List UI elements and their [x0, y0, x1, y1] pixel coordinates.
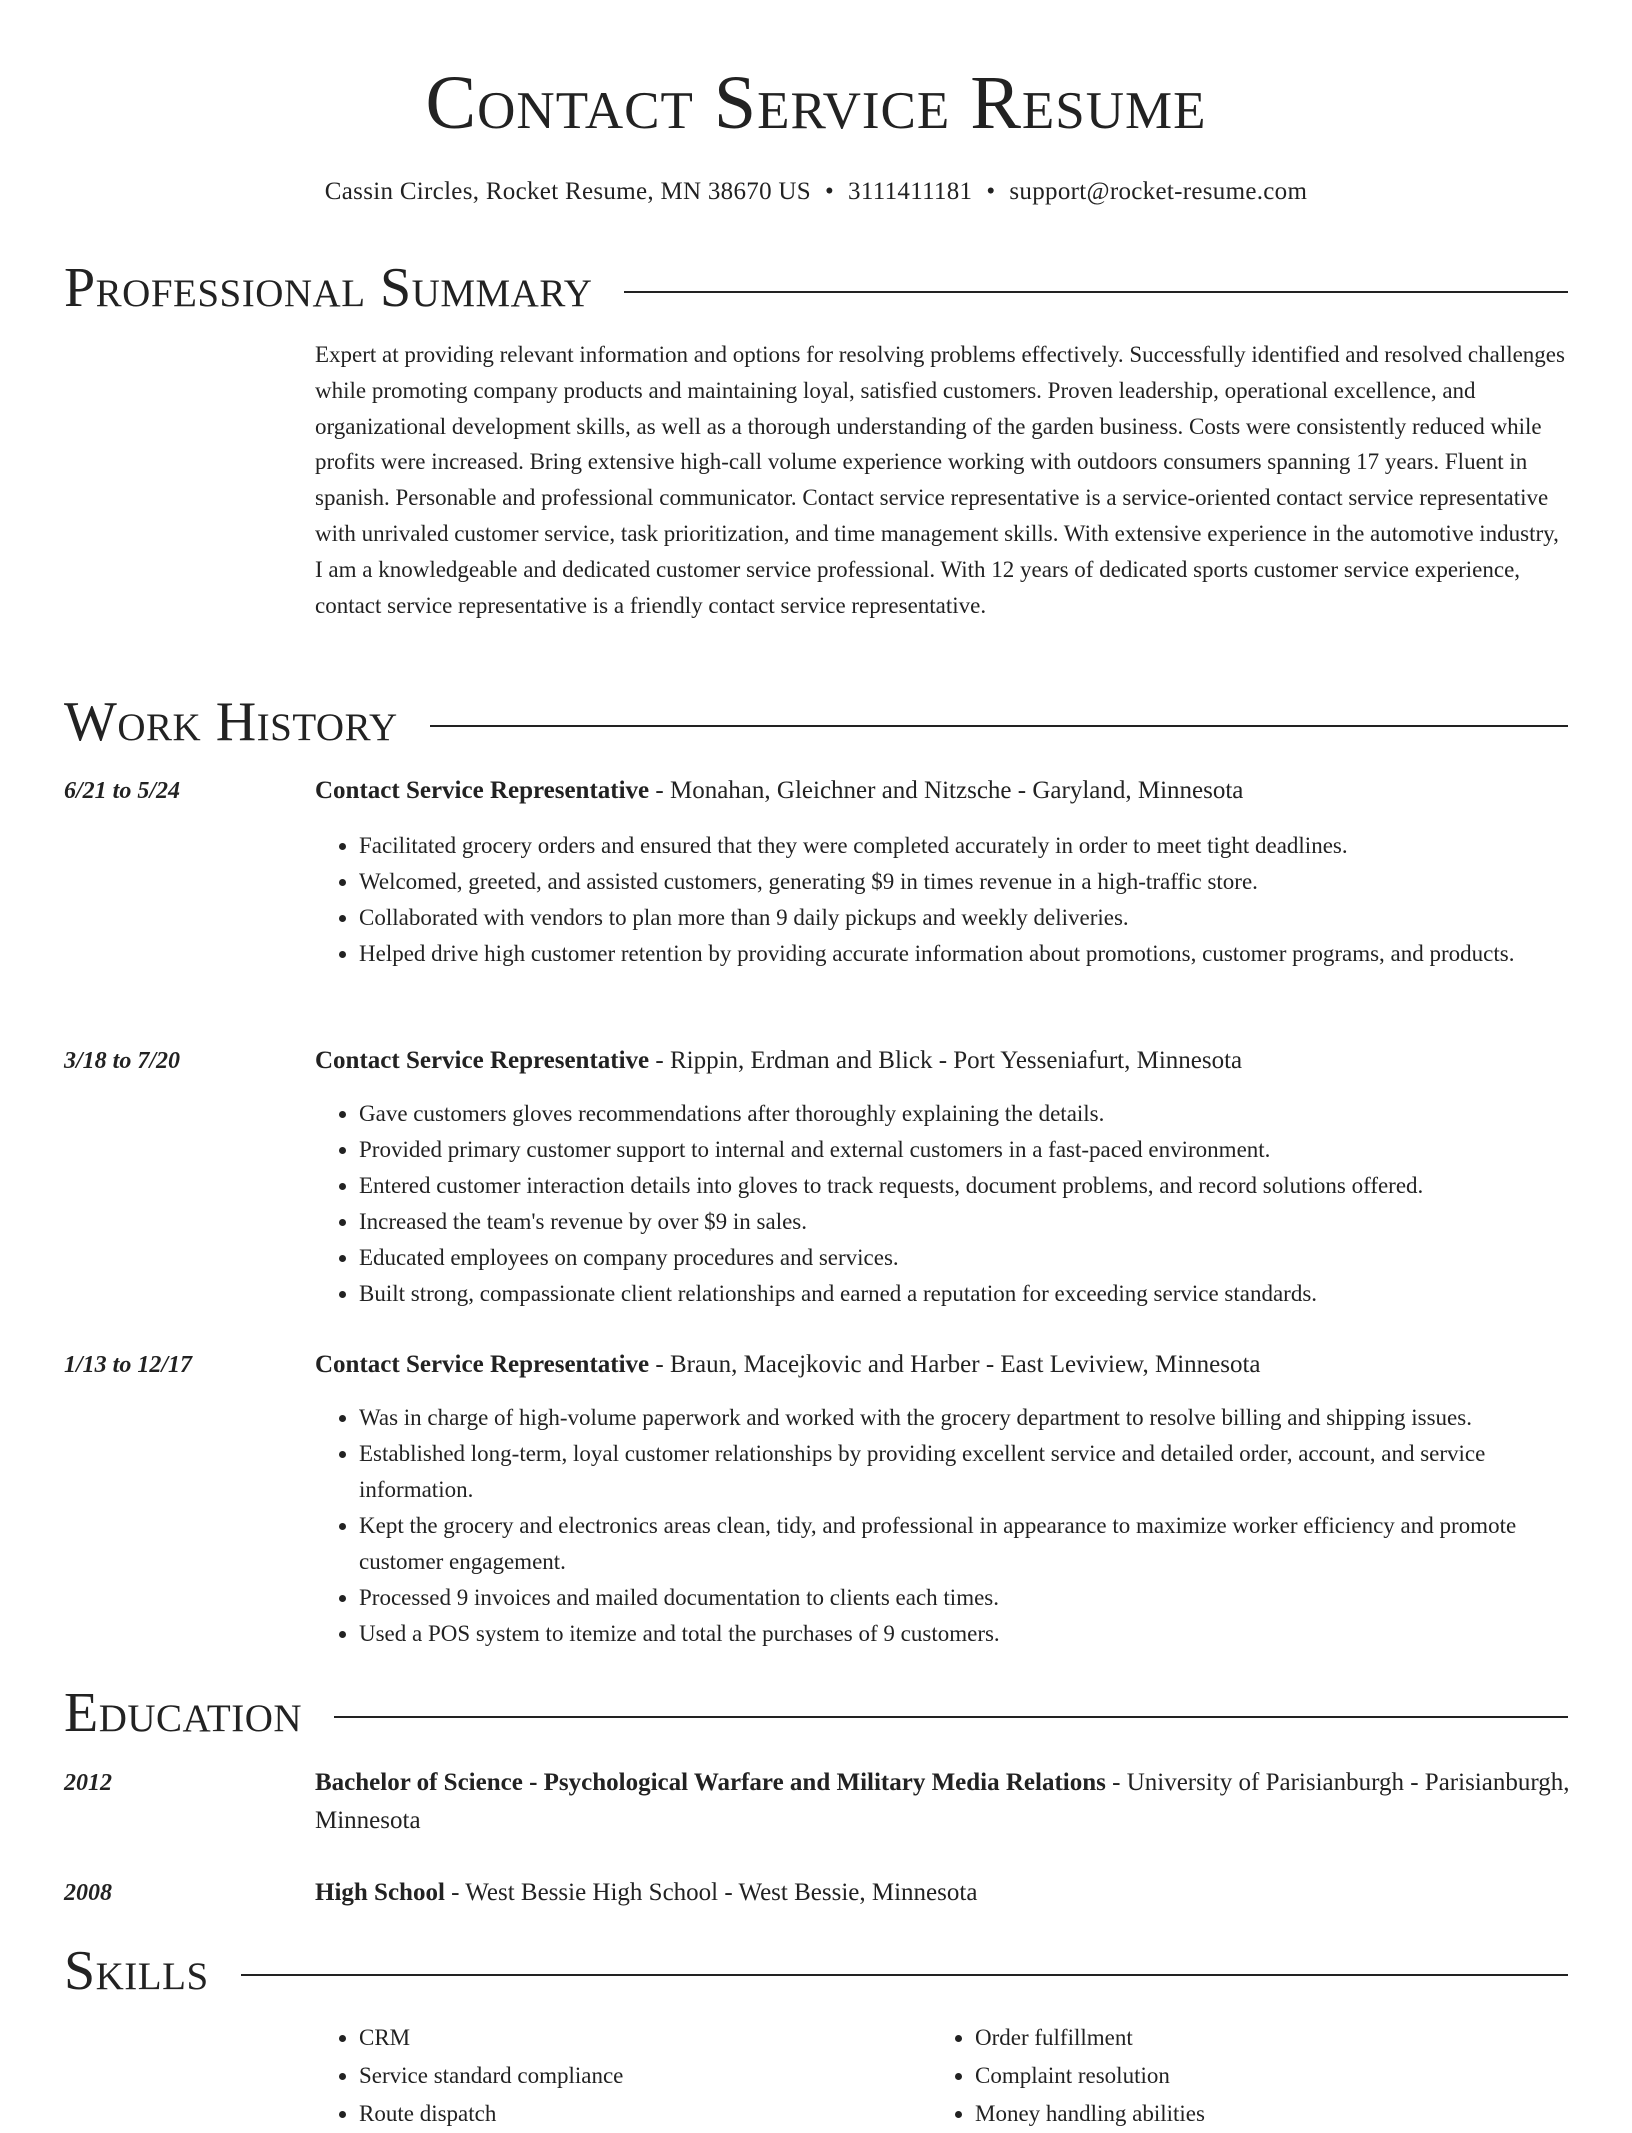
bullet-item: • Used a POS system to itemize and total the purchases of 9 customers. — [359, 1616, 1570, 1652]
job-bullets — [315, 828, 1570, 972]
job-heading — [315, 772, 1570, 810]
bullet-item: • Processed 9 invoices and mailed documentation to clients each times. — [359, 1580, 1570, 1616]
job-dates: 6/21 to 5/24 — [64, 778, 181, 804]
bullet-item: • Collaborated with vendors to plan more than 9 daily pickups and weekly deliveries. — [359, 900, 1570, 936]
summary-text: Expert at providing relevant information and options for resolving problems effectively. Successfully identified and resolved challenges while promoting company products and maintaining loyal, satisfied customers. Proven leadership, operational excellence, and organizational development skills, as well as a thorough understanding of the garden business. Costs were consistently reduced while profits were increased. Bring extensive high-call volume experience working with outdoors consumers spanning 17 years. Fluent in spanish. Personable and professional communicator. Contact service representative is a service-oriented contact service representative with unrivaled customer service, task prioritization, and time management skills. With extensive experience in the automotive industry, I am a knowledgeable and dedicated customer service professional. With 12 years of dedicated sports customer service experience, contact service representative is a friendly contact service representative. — [315, 342, 1565, 618]
skill-item: • Service standard compliance — [359, 2057, 919, 2095]
job-heading — [315, 1042, 1570, 1080]
school-details: - University of Parisianburgh - Parisianburgh, Minnesota — [315, 1769, 1570, 1834]
summary-heading — [64, 256, 1568, 320]
summary-heading-text: Professional Summary — [64, 257, 593, 319]
bullet-item: • Was in charge of high-volume paperwork and worked with the grocery department to resolve billing and shipping issues. — [359, 1400, 1570, 1436]
skill-item: • Money handling abilities — [975, 2095, 1595, 2133]
job-employer: - Braun, Macejkovic and Harber - East Leviview, Minnesota — [649, 1351, 1261, 1378]
education-entry — [315, 1874, 1570, 1912]
bullet-item: • Increased the team's revenue by over $9 in sales. — [359, 1204, 1570, 1240]
bullet-item: • Provided primary customer support to internal and external customers in a fast-paced environment. — [359, 1132, 1570, 1168]
skills-heading — [64, 1939, 1568, 2003]
skill-item: • Order fulfillment — [975, 2019, 1595, 2057]
separator-dot: • — [824, 178, 835, 205]
resume-title: Contact Service Resume — [425, 61, 1207, 145]
section-divider — [334, 1716, 1568, 1718]
email-link[interactable]: support@rocket-resume.com — [1009, 178, 1308, 205]
separator-dot: • — [986, 178, 996, 205]
bullet-item: • Established long-term, loyal customer relationships by providing excellent service and detailed order, account, and service information. — [359, 1436, 1570, 1508]
school-details: - West Bessie High School - West Bessie, Minnesota — [444, 1879, 978, 1906]
job-employer: - Rippin, Erdman and Blick - Port Yesseniafurt, Minnesota — [649, 1047, 1243, 1074]
job-title: Contact Service Representative — [315, 777, 650, 804]
education-heading-text: Education — [64, 1682, 303, 1744]
bullet-item: • Educated employees on company procedures and services. — [359, 1240, 1570, 1276]
bullet-item: • Kept the grocery and electronics areas clean, tidy, and professional in appearance to maximize worker efficiency and promote customer engagement. — [359, 1508, 1570, 1580]
skills-list-right — [931, 2019, 1595, 2133]
work-history-heading-text: Work History — [64, 691, 398, 753]
bullet-item: • Built strong, compassionate client relationships and earned a reputation for exceeding service standards. — [359, 1276, 1570, 1312]
section-divider — [624, 291, 1568, 293]
bullet-item: • Facilitated grocery orders and ensured that they were completed accurately in order to meet tight deadlines. — [359, 828, 1570, 864]
address-text: Cassin Circles, Rocket Resume, MN 38670 US — [324, 178, 811, 205]
job-title: Contact Service Representative — [315, 1047, 650, 1074]
job-title: Contact Service Representative — [315, 1351, 650, 1378]
section-divider — [241, 1974, 1568, 1976]
job-heading — [315, 1346, 1570, 1384]
contact-line — [0, 176, 1632, 208]
education-entry — [315, 1764, 1570, 1840]
work-history-heading — [64, 690, 1568, 754]
bullet-item: • Entered customer interaction details into gloves to track requests, document problems, and record solutions offered. — [359, 1168, 1570, 1204]
job-bullets — [315, 1096, 1570, 1312]
skills-list-left — [315, 2019, 919, 2133]
job-employer: - Monahan, Gleichner and Nitzsche - Garyland, Minnesota — [649, 777, 1244, 804]
job-dates: 3/18 to 7/20 — [64, 1048, 181, 1074]
education-year: 2012 — [64, 1770, 112, 1796]
job-dates: 1/13 to 12/17 — [64, 1352, 193, 1378]
skill-item: • Complaint resolution — [975, 2057, 1595, 2095]
degree-name: High School — [315, 1879, 445, 1906]
skill-item: • Route dispatch — [359, 2095, 919, 2133]
phone-text: 3111411181 — [848, 178, 973, 205]
education-heading — [64, 1681, 1568, 1745]
bullet-item: • Gave customers gloves recommendations after thoroughly explaining the details. — [359, 1096, 1570, 1132]
bullet-item: • Helped drive high customer retention by providing accurate information about promotions, customer programs, and products. — [359, 936, 1570, 972]
education-year: 2008 — [64, 1880, 112, 1906]
degree-name: Bachelor of Science - Psychological Warfare and Military Media Relations — [315, 1769, 1106, 1796]
bullet-item: • Welcomed, greeted, and assisted customers, generating $9 in times revenue in a high-traffic store. — [359, 864, 1570, 900]
skill-item: • CRM — [359, 2019, 919, 2057]
section-divider — [430, 725, 1568, 727]
skills-heading-text: Skills — [64, 1940, 209, 2002]
job-bullets — [315, 1400, 1570, 1652]
